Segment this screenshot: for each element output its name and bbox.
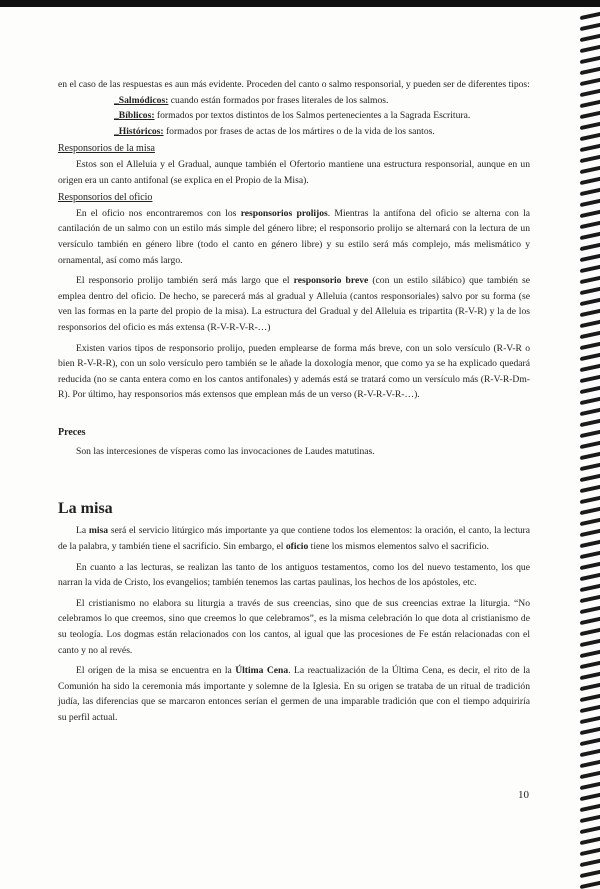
section-heading: Preces	[58, 426, 86, 438]
chapter-heading: La misa	[58, 500, 113, 518]
text-run: La	[76, 525, 89, 537]
term: _Salmódicos:	[114, 94, 169, 106]
list-item	[58, 93, 530, 109]
section-heading: Responsorios del oficio	[58, 192, 153, 204]
term-desc: formados por frases de actas de los mártires o de la vida de los santos.	[163, 125, 435, 137]
paragraph	[58, 273, 530, 335]
paragraph	[58, 523, 530, 554]
bold-term: misa	[88, 525, 109, 537]
paragraph: Son las intercesiones de vísperas como las invocaciones de Laudes matutinas.	[76, 445, 375, 457]
text-run: El origen de la misa se encuentra en la	[76, 665, 236, 677]
term: _Bíblicos:	[114, 110, 155, 122]
list-item	[58, 108, 530, 124]
paragraph: Existen varios tipos de responsorio prolijo, pueden emplearse de forma más breve, con un solo versículo (R-V-R o bien R-V-R-R), con un solo versículo pero también se le añade la doxología menor, que como ya se ha explicado quedará reducida (no se canta entera como en los cantos antifonales) y además está se tratará como un versículo más (R-V-R-Dm-R). Por último, hay responsorios más extensos que emplean más de un verso (R-V-R-V-R-…).	[58, 342, 530, 401]
bold-term: oficio	[285, 541, 309, 553]
text-run: . La reactualización de la Última Cena, es decir, el rito de la Comunión ha sido la ceremonia más importante y solemne de la Iglesia. En su origen se trataba de un ritual de tradición judía, las diferencias que se marcaron entonces serían el germen de una imparable tradición que con el tiempo adquiriría su perfil actual.	[58, 665, 530, 723]
text-run: . Mientras la antífona del oficio se alterna con la cantilación de un salmo con un estilo más simple del género libre; el responsorio prolijo se alternará con la lectura de un versículo también en género libre (todo el canto en género libre) y su estilo será más complejo, más melismático y ornamental, así como más largo.	[58, 207, 531, 266]
page-number: 10	[518, 789, 529, 801]
paragraph: Estos son el Alleluia y el Gradual, aunque también el Ofertorio mantiene una estructura responsorial, aunque en un origen era un canto antifonal (se explica en el Propio de la Misa).	[58, 158, 530, 186]
term: _Históricos:	[114, 125, 164, 137]
paragraph	[58, 206, 530, 268]
text-run: será el servicio litúrgico más importante ya que contiene todos los elementos: la oración, el canto, la lectura de la palabra, y también tiene el sacrificio. Sin embargo, el	[58, 525, 530, 553]
term-desc: cuando están formados por frases literales de los salmos.	[168, 94, 389, 106]
term-desc: formados por textos distintos de los Salmos pertenecientes a la Sagrada Escritura.	[154, 110, 471, 122]
spiral-binding	[576, 14, 600, 848]
types-list	[58, 93, 530, 140]
bold-term: responsorio breve	[293, 275, 369, 287]
bold-term: Última Cena	[235, 665, 289, 677]
text-run: En el oficio nos encontraremos con los	[76, 207, 241, 219]
page-content	[58, 77, 530, 726]
scan-top-edge	[0, 0, 600, 7]
paragraph: El cristianismo no elabora su liturgia a través de sus creencias, sino que de sus creencias extrae la liturgia. “No celebramos lo que creemos, sino que creemos lo que celebramos”, es la misma celebración lo que dota al cristianismo de su teología. Los dogmas están relacionados con los cantos, al igual que las procesiones de Fe están relacionadas con el canto y no al revés.	[58, 597, 530, 656]
list-item	[58, 124, 530, 140]
section-heading: Responsorios de la misa	[58, 143, 155, 155]
paragraph	[58, 663, 530, 725]
text-run: El responsorio prolijo también será más largo que el	[76, 275, 294, 287]
text-run: (con un estilo silábico) que también se emplea dentro del oficio. De hecho, se parecerá más al gradual y Alleluia (cantos responsoriales) salvo por su forma (se ven las formas en la parte del propio de la misa). La estructura del Gradual y del Alleluia es tripartita (R-V-R) y la de los responsorios del oficio es más extensa (R-V-R-V-R-…)	[58, 275, 530, 333]
text-run: tiene los mismos elementos salvo el sacrificio.	[308, 541, 489, 553]
bold-term: responsorios prolijos	[240, 207, 328, 219]
intro-paragraph: en el caso de las respuestas es aun más evidente. Proceden del canto o salmo responsorial, y pueden ser de diferentes tipos:	[58, 79, 530, 90]
paragraph: En cuanto a las lecturas, se realizan las tanto de los antiguos testamentos, como los del nuevo testamento, los que narran la vida de Cristo, los evangelios; también tenemos las cartas paulinas, los hechos de los apóstoles, etc.	[58, 561, 530, 589]
